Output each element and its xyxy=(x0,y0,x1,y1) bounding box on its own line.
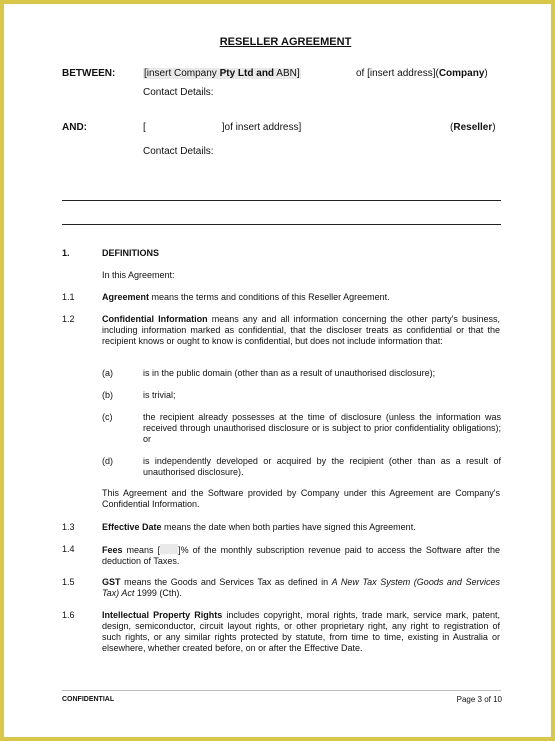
clause-1-6: Intellectual Property Rights includes copyright, moral rights, trade mark, service mark, patent, design, semiconductor, circuit layout rights, or other proprietary right, any right to registration of such rights, or any similar rights protected by statute, from time to time, existing in Australia or elsewhere, whether created before, on or after the Effective Date. xyxy=(102,610,500,653)
section-intro: In this Agreement: xyxy=(102,270,175,280)
divider-line xyxy=(62,200,501,201)
clause-number: 1.3 xyxy=(62,522,75,532)
reseller-role: (Reseller) xyxy=(450,122,496,133)
document-title: RESELLER AGREEMENT xyxy=(219,36,352,48)
subclause-number: (d) xyxy=(102,456,113,466)
clause-number: 1.5 xyxy=(62,577,75,587)
section-number: 1. xyxy=(62,248,70,258)
clause-number: 1.1 xyxy=(62,292,75,302)
footer-confidential: CONFIDENTIAL xyxy=(62,696,115,703)
subclause-b: is trivial; xyxy=(143,390,176,400)
clause-1-3: Effective Date means the date when both parties have signed this Agreement. xyxy=(102,522,416,532)
page-frame xyxy=(4,4,551,737)
and-label: AND: xyxy=(62,122,87,133)
footer-rule xyxy=(62,690,501,691)
clause-number: 1.6 xyxy=(62,610,75,620)
company-contact-label: Contact Details: xyxy=(143,87,214,98)
clause-1-2: Confidential Information means any and all information concerning the other party's business, including information marked as confidential, that the discloser treats as confidential or that the recipient knows or ought to know is confidential, but does not include information that: xyxy=(102,314,501,346)
reseller-name-field: [ ]of insert address] xyxy=(143,122,302,133)
between-label: BETWEEN: xyxy=(62,68,116,79)
clause-number: 1.4 xyxy=(62,544,75,554)
clause-1-4: Fees means [ ]% of the monthly subscription revenue paid to access the Software after the deduction of Taxes. xyxy=(102,545,500,566)
clause-1-5: GST means the Goods and Services Tax as defined in A New Tax System (Goods and Services Tax) Act 1999 (Cth). xyxy=(102,577,500,598)
company-address-field: of [insert address](Company) xyxy=(356,68,488,79)
reseller-contact-label: Contact Details: xyxy=(143,146,214,157)
divider-line xyxy=(62,224,501,225)
subclause-number: (c) xyxy=(102,412,113,422)
clause-number: 1.2 xyxy=(62,314,75,324)
clause-1-1: Agreement means the terms and conditions of this Reseller Agreement. xyxy=(102,292,390,302)
confidential-info-paragraph: This Agreement and the Software provided by Company under this Agreement are Company's Confidential Information. xyxy=(102,488,500,509)
subclause-c: the recipient already possesses at the time of disclosure (unless the information was received through unauthorised disclosure or is subject to prior confidentiality obligations); or xyxy=(143,412,501,444)
subclause-d: is independently developed or acquired by the recipient (other than as a result of unauthorised disclosure). xyxy=(143,456,501,477)
company-name-field: [insert Company Pty Ltd and ABN] xyxy=(144,68,300,79)
subclause-number: (a) xyxy=(102,368,113,378)
section-heading: DEFINITIONS xyxy=(102,248,160,258)
footer-page-number: Page 3 of 10 xyxy=(456,695,502,704)
document-page xyxy=(4,4,551,737)
fees-percent-blank xyxy=(160,544,178,554)
subclause-number: (b) xyxy=(102,390,113,400)
subclause-a: is in the public domain (other than as a result of unauthorised disclosure); xyxy=(143,368,436,378)
